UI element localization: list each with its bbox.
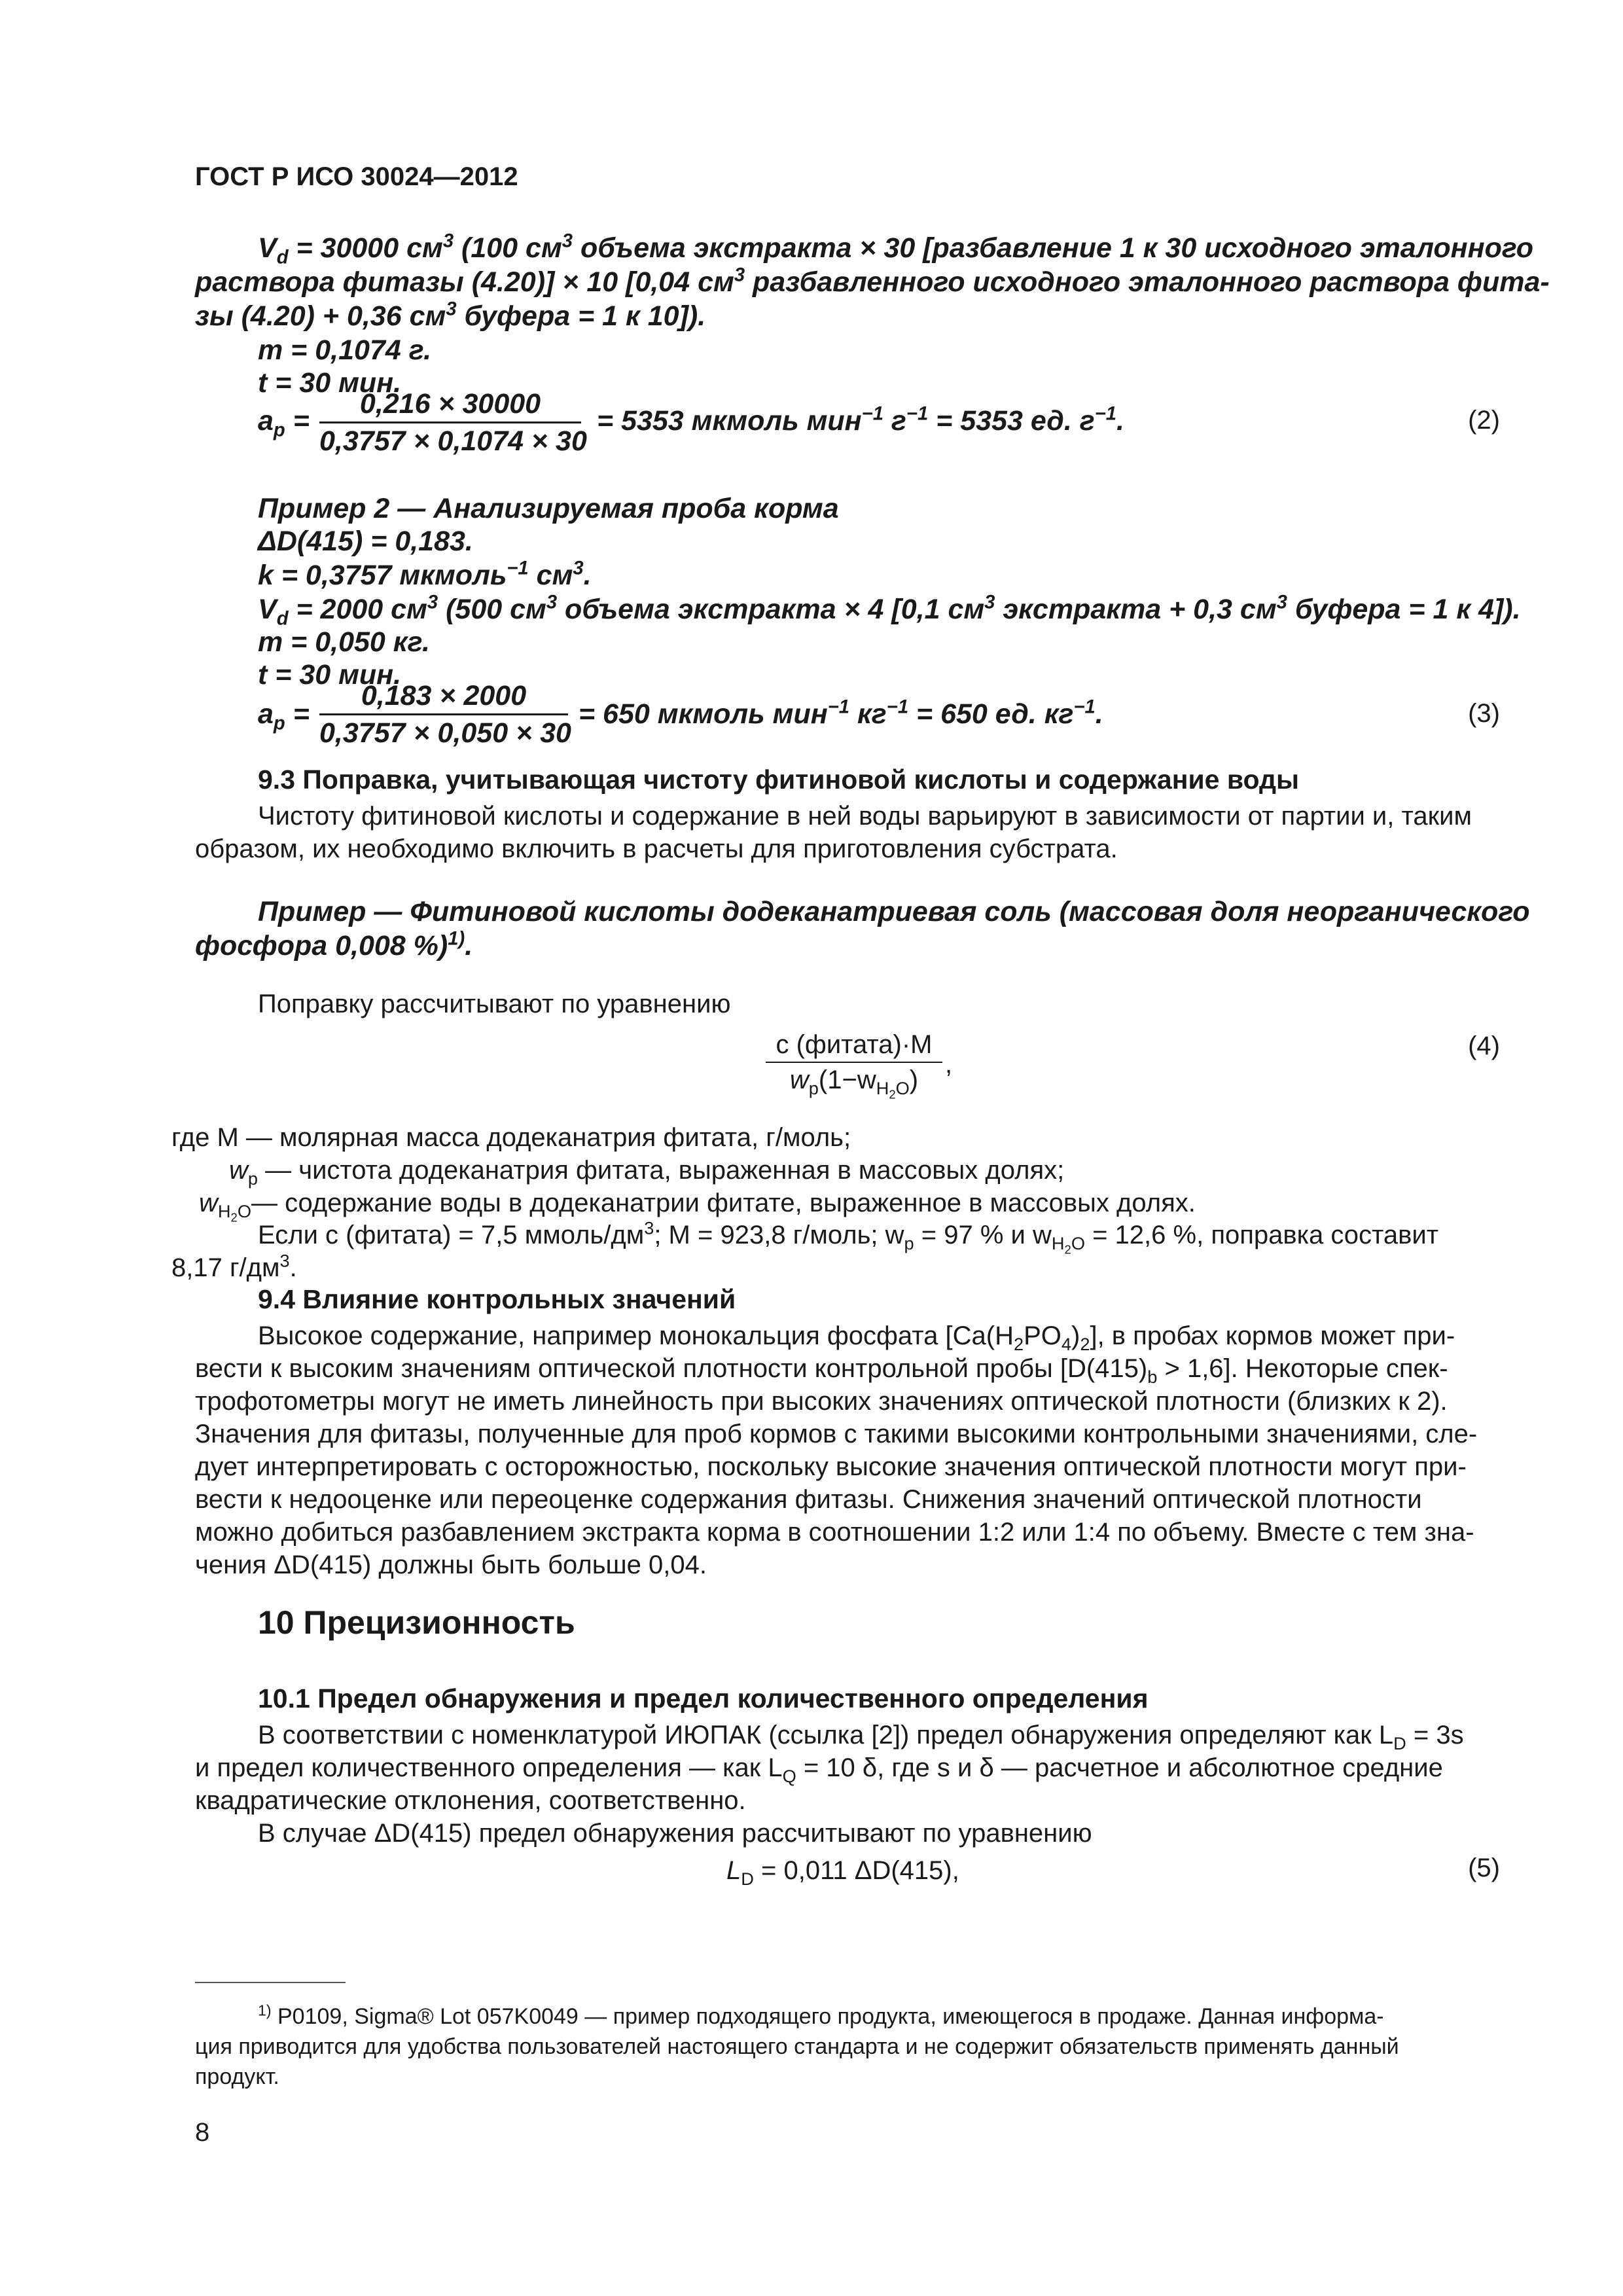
section-9-3-paragraph: Чистоту фитиновой кислоты и содержание в ней воды варьируют в зависимости от партии и, таким образом, их необходимо включить в расчеты для приготовления субстрата. [195, 802, 1472, 863]
equation-2-numerator: 0,216 × 30000 [359, 388, 541, 420]
vd-line-3: зы (4.20) + 0,36 $см^3$ буфера = 1 к 10]). [195, 298, 706, 332]
mass-value-2: m = 0,050 кг. [258, 626, 430, 658]
correction-result-paragraph: Если c (фитата) = 7,5 ммоль/$дм^3$; M = 923,8 г/моль; $w_р = 97$ % и $w_{H_2O} = 12,6$ %, поправка составит 8,17 $г/дм^3$. [171, 1217, 1439, 1282]
ap-symbol-2: $a_p$ = [258, 698, 310, 734]
mass-value-1: m = 0,1074 г. [258, 334, 432, 366]
example-2-heading: Пример 2 — Анализируемая проба корма [258, 493, 839, 524]
section-10-1-paragraph: В соответствии с номенклатурой ИЮПАК (ссылка [2]) предел обнаружения определяют как $L_D = 3s$ и предел количественного определения — как $L_Q = 10$ δ, где s и δ — расчетное и абсолютное средние квадратические отклонения, соответственно. В случае ΔD(415) предел обнаружения рассчитывают по уравнению [195, 1721, 1464, 1848]
equation-4-fraction [766, 1028, 942, 1102]
where-line-3: $w_{H_2O}—$ содержание воды в додеканатрии фитате, выраженное в массовых долях. [199, 1189, 1196, 1225]
document-header: ГОСТ Р ИСО 30024—2012 [195, 162, 518, 191]
vd-line-2: раствора фитазы (4.20)] × 10 [0,04 $см^3$ разбавленного исходного эталонного раствора фита- [195, 264, 1550, 298]
equation-5-formula: $L_D = 0,011$ ΔD(415), [726, 1856, 959, 1889]
delta-d-value: ΔD(415) = 0,183. [258, 526, 473, 557]
where-line-1: где M — молярная масса додеканатрия фитата, г/моль; [171, 1123, 851, 1152]
equation-4-denominator: $w_р(1-w_{H_2O})$ [789, 1066, 919, 1102]
ap-symbol-1: $a_p$ = [258, 405, 310, 441]
equation-3-number: (3) [1468, 699, 1500, 728]
page-number: 8 [195, 2118, 210, 2147]
section-9-4-heading: 9.4 Влияние контрольных значений [258, 1284, 736, 1314]
footnote-mark: 1) [258, 2001, 272, 2019]
footnote: $^{1)}$ P0109, Sigma® Lot 057K0049 — пример подходящего продукта, имеющегося в продаже. Данная информа- ция приводится для удобства пользователей настоящего стандарта и не содержит обязательств применять данный продукт. [195, 2001, 1399, 2089]
vd-value-2: $V_d = 2000$ $см^3$ (500 $см^3$ объема экстракта × 4 [0,1 $см^3$ экстракта + 0,3 $см^3$ буфера = 1 к 4]). [258, 592, 1521, 630]
vd-line-1: $V_d = 30000$ $см^3$ (100 $см^3$ объема экстракта × 30 [разбавление 1 к 30 исходного эталонного [258, 230, 1534, 268]
phytic-example-line-1: Пример — Фитиновой кислоты додеканатриевая соль (массовая доля неорганического [258, 896, 1530, 927]
section-9-4-paragraph: Высокое содержание, например монокальция фосфата $[Ca(H_2PO_4)_2]$, в пробах кормов может при- вести к высоким значениям оптической плотности контрольной пробы $[D(415)_b > 1,6]$. Некоторые спек- трофотометры могут не иметь линейность при высоких значениях оптической плотности (близких к 2). Значения для фитазы, полученные для проб кормов с такими высокими контрольными значениями, сле- дует интерпретировать с осторожностью, поскольку высокие значения оптической плотности могут при- вести к недооценке или переоценке содержания фитазы. Снижения значений оптической плотности можно добиться разбавлением экстракта корма в соотношении 1:2 или 1:4 по объему. Вместе с тем зна- чения ΔD(415) должны быть больше 0,04. [195, 1321, 1478, 1579]
equation-3-denominator: 0,3757 × 0,050 × 30 [319, 717, 571, 749]
section-10-heading: 10 Прецизионность [258, 1604, 575, 1641]
equation-3-numerator: 0,183 × 2000 [361, 680, 527, 711]
equation-2-number: (2) [1468, 406, 1500, 435]
k-value: k = 0,3757 мкмоль$^{-1}$ $см^3$. [258, 558, 592, 591]
correction-intro: Поправку рассчитывают по уравнению [258, 990, 731, 1018]
section-10-1-heading: 10.1 Предел обнаружения и предел количественного определения [258, 1683, 1149, 1713]
time-value-2: t = 30 мин. [258, 659, 402, 691]
equation-4-numerator: c (фитата)·M [776, 1030, 933, 1059]
footnote-separator [195, 1982, 346, 1983]
equation-2-fraction [319, 386, 587, 459]
phytic-example-line-2: фосфора 0,008 %)$^{1)}$. [195, 928, 473, 961]
equation-2-result: = 5353 мкмоль мин$^{-1}$ $г^{-1} = 5353$ ед. $г^{-1}$. [597, 403, 1124, 437]
equation-4-comma: , [945, 1050, 953, 1079]
section-9-3-heading: 9.3 Поправка, учитывающая чистоту фитиновой кислоты и содержание воды [258, 764, 1300, 795]
equation-5-number: (5) [1468, 1854, 1500, 1882]
time-value-1: t = 30 мин. [258, 367, 402, 399]
equation-4-number: (4) [1468, 1031, 1500, 1060]
equation-3-result: = 650 мкмоль мин$^{-1}$ $кг^{-1} = 650$ ед. $кг^{-1}$. [579, 696, 1103, 730]
where-line-2: $w_р$ — чистота додеканатрия фитата, выраженная в массовых долях; [229, 1156, 1065, 1189]
equation-3-fraction [319, 678, 571, 751]
equation-2-denominator: 0,3757 × 0,1074 × 30 [319, 425, 587, 457]
